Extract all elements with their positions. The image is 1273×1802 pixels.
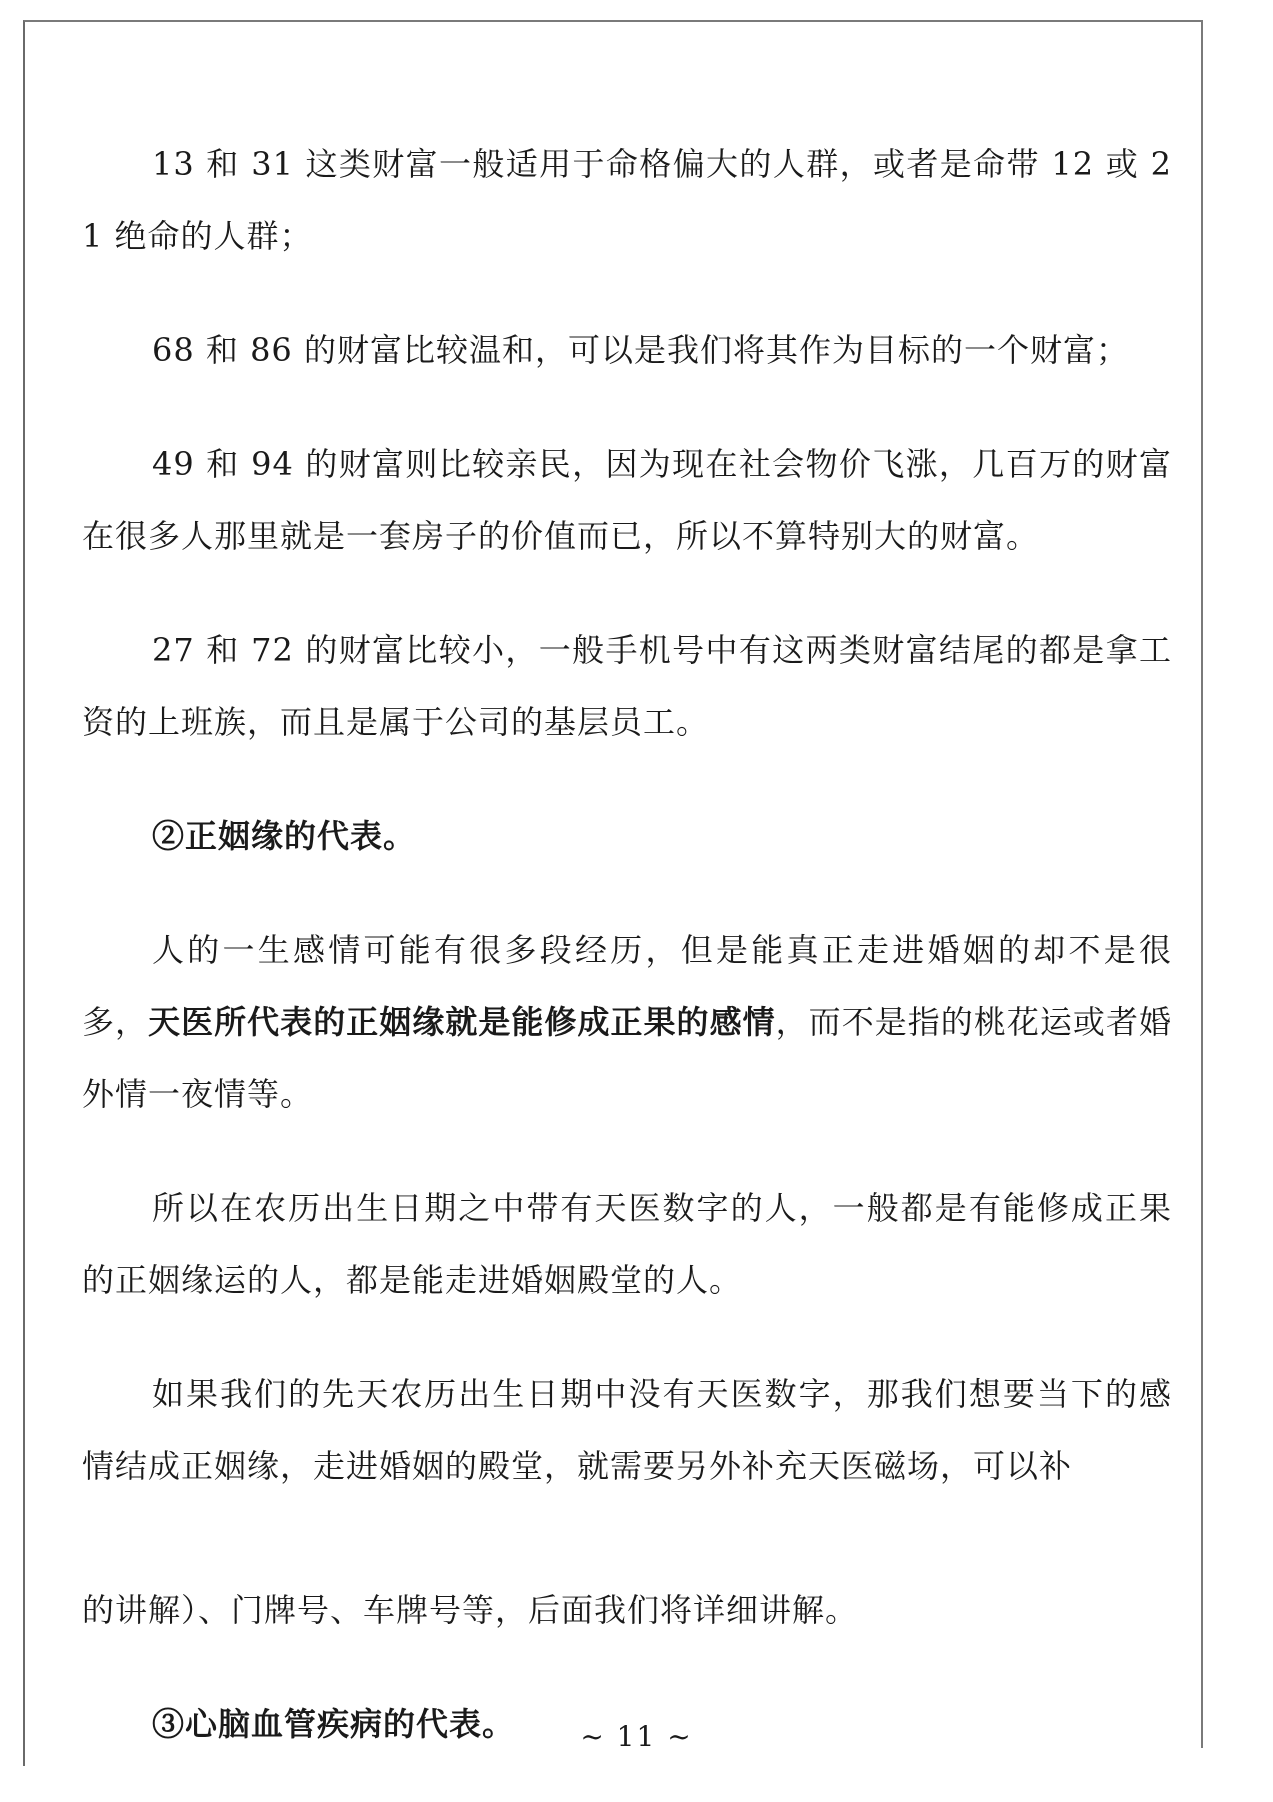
paragraph-supplement-field: 如果我们的先天农历出生日期中没有天医数字，那我们想要当下的感情结成正姻缘，走进婚姻的殿堂，就需要另外补充天医磁场，可以补	[82, 1375, 1172, 1485]
paragraph-marriage-text-a: 人的一生感情可能有很多段经历，但是能真正走进婚姻的却不是很多，	[82, 931, 1172, 1041]
section-heading-cardiovascular: ③心脑血管疾病的代表。	[152, 1705, 516, 1743]
paragraph-marriage-emphasis: 天医所代表的正姻缘就是能修成正果的感情	[148, 1003, 776, 1041]
paragraph-supplement-continued: 的讲解）、门牌号、车牌号等，后面我们将详细讲解。	[82, 1591, 859, 1629]
paragraph-wealth-27-72: 27 和 72 的财富比较小，一般手机号中有这两类财富结尾的都是拿工资的上班族，而且是属于公司的基层员工。	[82, 631, 1172, 741]
section-heading-marriage: ②正姻缘的代表。	[152, 817, 417, 855]
paragraph-lunar-birthdate: 所以在农历出生日期之中带有天医数字的人，一般都是有能修成正果的正姻缘运的人，都是能走进婚姻殿堂的人。	[82, 1189, 1172, 1299]
paragraph-wealth-49-94: 49 和 94 的财富则比较亲民，因为现在社会物价飞涨，几百万的财富在很多人那里就是一套房子的价值而已，所以不算特别大的财富。	[82, 445, 1172, 555]
paragraph-marriage-text-b: ，而不是指的桃花运或者婚外情一夜情等。	[82, 1003, 1172, 1113]
page-number: ~ 11 ~	[580, 1720, 693, 1753]
missing-line-gap	[82, 1502, 1172, 1574]
document-body	[82, 128, 1172, 1802]
paragraph-wealth-13-31: 13 和 31 这类财富一般适用于命格偏大的人群，或者是命带 12 或 21 绝命的人群；	[82, 145, 1172, 255]
paragraph-wealth-68-86: 68 和 86 的财富比较温和，可以是我们将其作为目标的一个财富；	[152, 331, 1129, 369]
paragraph-marriage-intro	[82, 914, 1172, 1130]
